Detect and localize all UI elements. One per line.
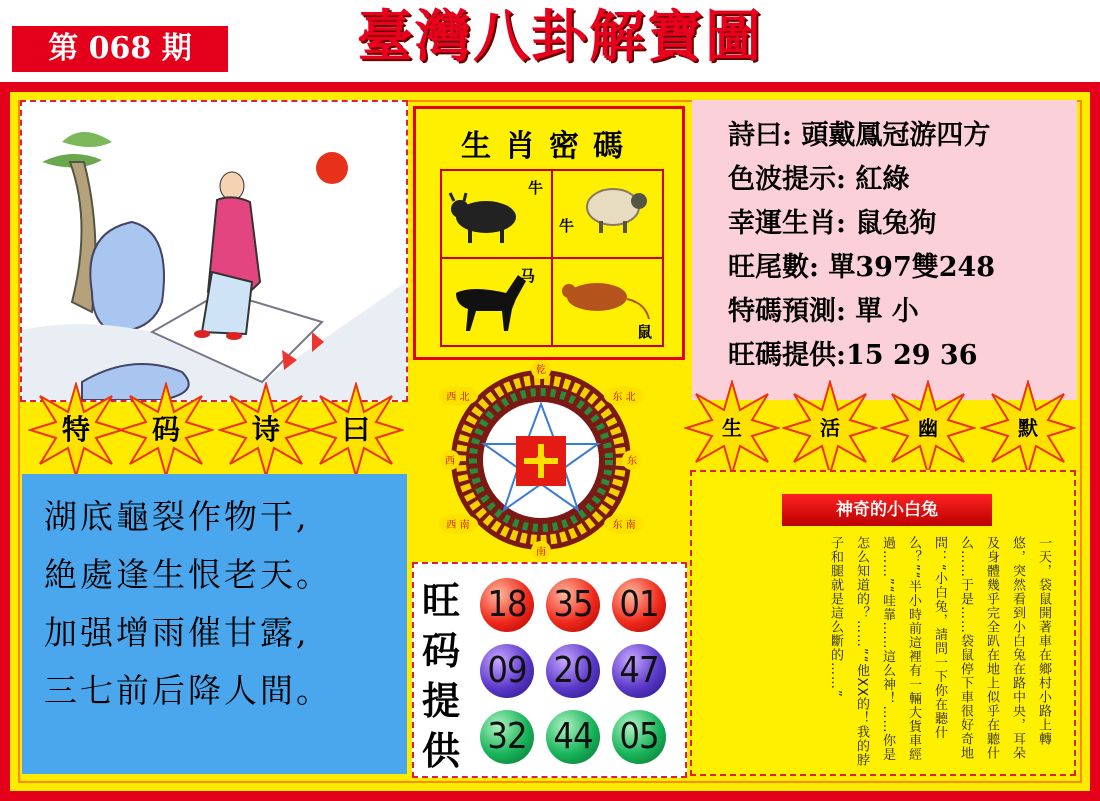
star-badge: [782, 380, 878, 476]
bagua-wheel: [438, 360, 644, 560]
wheel-label-top: 乾: [536, 365, 546, 376]
lucky-numbers-panel: [412, 562, 687, 778]
star-label: 诗: [251, 413, 280, 446]
star-badge: [980, 380, 1076, 476]
zodiac-label: 牛: [528, 179, 544, 197]
wheel-label-left: 西: [445, 456, 455, 467]
zodiac-code-panel: [413, 106, 685, 360]
star-label: 特: [61, 413, 90, 446]
star-label: 码: [151, 413, 180, 446]
wheel-label-bottom-right: 东 南: [612, 520, 636, 531]
star-badge: [684, 380, 780, 476]
number-ball: 01: [612, 578, 666, 632]
zodiac-grid: [440, 169, 664, 347]
poem-panel: [22, 474, 407, 774]
star-badge: [118, 382, 214, 478]
wheel-label-bottom-left: 西 南: [446, 520, 470, 531]
star-label: 生: [722, 416, 742, 440]
poem-line: 絶處逢生恨老天。: [44, 555, 332, 594]
zodiac-cell: [442, 171, 550, 257]
zodiac-cell: [553, 171, 661, 257]
number-ball: 09: [480, 644, 534, 698]
star-badge: [28, 382, 124, 478]
number-ball: 05: [612, 710, 666, 764]
star-badge: [218, 382, 314, 478]
poem-line: 加强增雨催甘露,: [44, 613, 310, 652]
wheel-label-top-left: 西 北: [446, 392, 470, 403]
star-label: 曰: [341, 413, 370, 446]
tip-line: 色波提示: 紅綠: [728, 164, 910, 195]
number-ball: 35: [546, 578, 600, 632]
tip-line: 詩曰: 頭戴鳳冠游四方: [728, 120, 991, 151]
star-badge: [880, 380, 976, 476]
poem-line: 湖底龜裂作物干,: [44, 497, 310, 536]
number-ball: 32: [480, 710, 534, 764]
star-label: 默: [1018, 416, 1038, 440]
humor-story-panel: [690, 470, 1076, 776]
wheel-label-right: 东: [627, 456, 637, 467]
lucky-numbers-label: 旺码提供: [422, 578, 461, 773]
tips-panel: [692, 100, 1077, 400]
wheel-label-top-right: 东 北: [612, 392, 636, 403]
zodiac-label: 马: [520, 267, 536, 285]
star-label: 幽: [918, 416, 938, 440]
story-text: 一天，袋鼠開著車在鄉村小路上轉悠，突然看到小白兔在路中央，耳朵及身體幾乎完全趴在地上似乎在聽什么……于是……袋鼠停下車很好奇地問：“小白兔，請問一下你在聽什么？”“半小時前這裡有一輛大貨車經過……”“哇靠……這么神！……你是怎么知道的？……”“他XX的！我的脖子和腿就是這么斷的……”: [828, 536, 1051, 768]
tip-line: 幸運生肖: 鼠兔狗: [728, 208, 937, 239]
number-ball: 18: [480, 578, 534, 632]
sheep-icon: [553, 171, 661, 257]
number-ball: 20: [546, 644, 600, 698]
poem-line: 三七前后降人間。: [44, 671, 332, 710]
wheel-label-bottom: 南: [536, 547, 546, 558]
scholar-scene-image: [22, 102, 406, 400]
star-badge: [308, 382, 404, 478]
zodiac-title: 生肖密碼: [461, 129, 637, 164]
number-ball: 44: [546, 710, 600, 764]
tip-line: 特碼預測: 單 小: [728, 296, 919, 327]
zodiac-label: 牛: [559, 217, 575, 235]
zodiac-cell: [553, 259, 661, 345]
tip-line: 旺碼提供:15 29 36: [728, 340, 978, 371]
zodiac-label: 鼠: [637, 323, 653, 341]
story-title: 神奇的小白兔: [782, 494, 992, 526]
scene-illustration: [20, 100, 408, 402]
number-ball: 47: [612, 644, 666, 698]
zodiac-cell: [442, 259, 550, 345]
star-label: 活: [820, 416, 840, 440]
issue-number: 第 068 期: [12, 26, 228, 72]
tip-line: 旺尾數: 單397雙248: [728, 252, 996, 283]
page-title: 臺灣八卦解寶圖: [357, 4, 763, 70]
